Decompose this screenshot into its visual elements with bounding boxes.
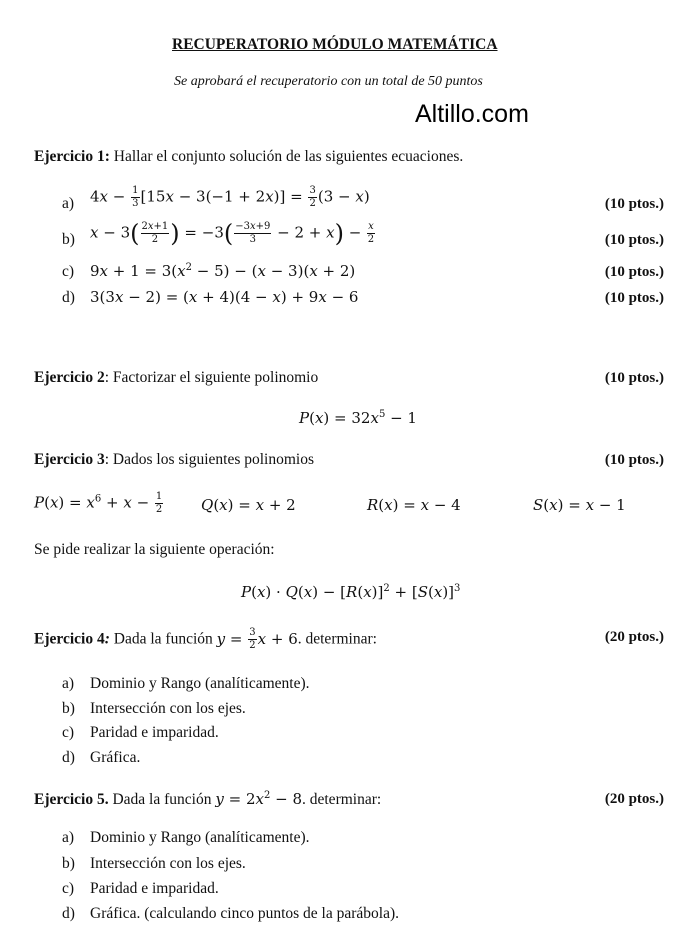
ej1-item-b-equation: x − 3( $\frac{2x+1}{2}$ ) = −3( $\frac{-3x+9}{3}$ − 2 + x) − $\frac{x}{2}$ xyxy=(90,219,375,248)
ej5-item-d-text: Gráfica. (calculando cinco puntos de la parábola). xyxy=(90,905,399,922)
ej4-item-c-text: Paridad e imparidad. xyxy=(90,724,219,741)
ej1-item-a-equation: 4x − $\frac{1}{3}$ [15x − 3(−1 + 2x)] = $\frac{3}{2}$ (3 − x) xyxy=(90,185,370,209)
ejercicio-1-text: Hallar el conjunto solución de las siguientes ecuaciones. xyxy=(109,148,464,165)
ej3-polynomial-r: R(x) = x − 4 xyxy=(367,496,461,514)
ejercicio-5-post: . determinar: xyxy=(302,791,382,808)
ej1-item-c-points: (10 ptos.) xyxy=(604,264,664,280)
ej1-item-a-points: (10 ptos.) xyxy=(604,196,664,212)
ej5-item-b-text: Intersección con los ejes. xyxy=(90,855,246,872)
ejercicio-1-heading xyxy=(34,148,463,166)
page-title: RECUPERATORIO MÓDULO MATEMÁTICA xyxy=(172,36,498,53)
ej4-item-d-letter: d) xyxy=(62,749,75,766)
ej5-item-d-letter: d) xyxy=(62,905,75,922)
ejercicio-3-label: Ejercicio 3 xyxy=(34,451,105,468)
ej1-item-c-letter: c) xyxy=(62,263,75,280)
ejercicio-1-label: Ejercicio 1: xyxy=(34,148,110,165)
ej1-item-b-points: (10 ptos.) xyxy=(604,232,664,248)
ej3-polynomial-p: $P(x) = x^6 + x$ − $\frac{1}{2}$ xyxy=(34,491,163,515)
ej1-item-a-letter: a) xyxy=(62,195,75,212)
ej4-item-b-text: Intersección con los ejes. xyxy=(90,700,246,717)
ejercicio-3-text: : Dados los siguientes polinomios xyxy=(104,451,314,468)
ejercicio-5-heading xyxy=(34,790,381,809)
ej4-function: y = $\frac{3}{2}$ x + 6 xyxy=(216,627,298,651)
ejercicio-4-heading xyxy=(34,628,377,651)
ejercicio-3-points: (10 ptos.) xyxy=(604,452,664,468)
page-subtitle: Se aprobará el recuperatorio con un total de 50 puntos xyxy=(174,74,483,89)
ej4-item-a-letter: a) xyxy=(62,675,75,692)
ej3-operation: $P(x) \cdot Q(x) - [R(x)]^2 + [S(x)]^3$ xyxy=(241,583,461,601)
ejercicio-2-text: : Factorizar el siguiente polinomio xyxy=(104,369,319,386)
ejercicio-2-heading xyxy=(34,369,318,387)
ej1-item-d-points: (10 ptos.) xyxy=(604,290,664,306)
ejercicio-2-label: Ejercicio 2 xyxy=(34,369,105,386)
ej3-polynomial-q: Q(x) = x + 2 xyxy=(201,496,296,514)
ej1-item-d-letter: d) xyxy=(62,289,75,306)
ej5-item-c-letter: c) xyxy=(62,880,75,897)
ej5-function: $y = 2x^2 - 8$ xyxy=(215,790,302,808)
ej4-item-c-letter: c) xyxy=(62,724,75,741)
ejercicio-4-colon: : xyxy=(104,630,110,648)
ej1-item-b-letter: b) xyxy=(62,231,75,248)
ejercicio-4-post: . determinar: xyxy=(297,630,377,648)
ejercicio-2-points: (10 ptos.) xyxy=(604,370,664,386)
ej5-item-c-text: Paridad e imparidad. xyxy=(90,880,219,897)
ejercicio-4-points: (20 ptos.) xyxy=(604,629,664,645)
ejercicio-4-label: Ejercicio 4 xyxy=(34,630,105,648)
watermark-text: Altillo.com xyxy=(415,100,529,128)
ejercicio-3-heading xyxy=(34,451,314,469)
ejercicio-4-pre: Dada la función xyxy=(109,630,217,648)
ej4-item-b-letter: b) xyxy=(62,700,75,717)
ej5-item-b-letter: b) xyxy=(62,855,75,872)
ej2-polynomial: $P(x) = 32x^5 - 1$ xyxy=(299,409,417,427)
ejercicio-5-label: Ejercicio 5. xyxy=(34,791,109,808)
ej1-item-c-equation: $9x + 1 = 3(x^2 - 5) - (x - 3)(x + 2)$ xyxy=(90,262,356,280)
ej3-instruction: Se pide realizar la siguiente operación: xyxy=(34,541,275,558)
ej4-item-d-text: Gráfica. xyxy=(90,749,141,766)
ej4-item-a-text: Dominio y Rango (analíticamente). xyxy=(90,675,310,692)
ej1-item-d-equation: 3(3x − 2) = (x + 4)(4 − x) + 9x − 6 xyxy=(90,288,359,306)
ej5-item-a-text: Dominio y Rango (analíticamente). xyxy=(90,829,310,846)
ejercicio-5-points: (20 ptos.) xyxy=(604,791,664,807)
ej3-polynomial-s: S(x) = x − 1 xyxy=(533,496,626,514)
ejercicio-5-pre: Dada la función xyxy=(108,791,216,808)
ej5-item-a-letter: a) xyxy=(62,829,75,846)
